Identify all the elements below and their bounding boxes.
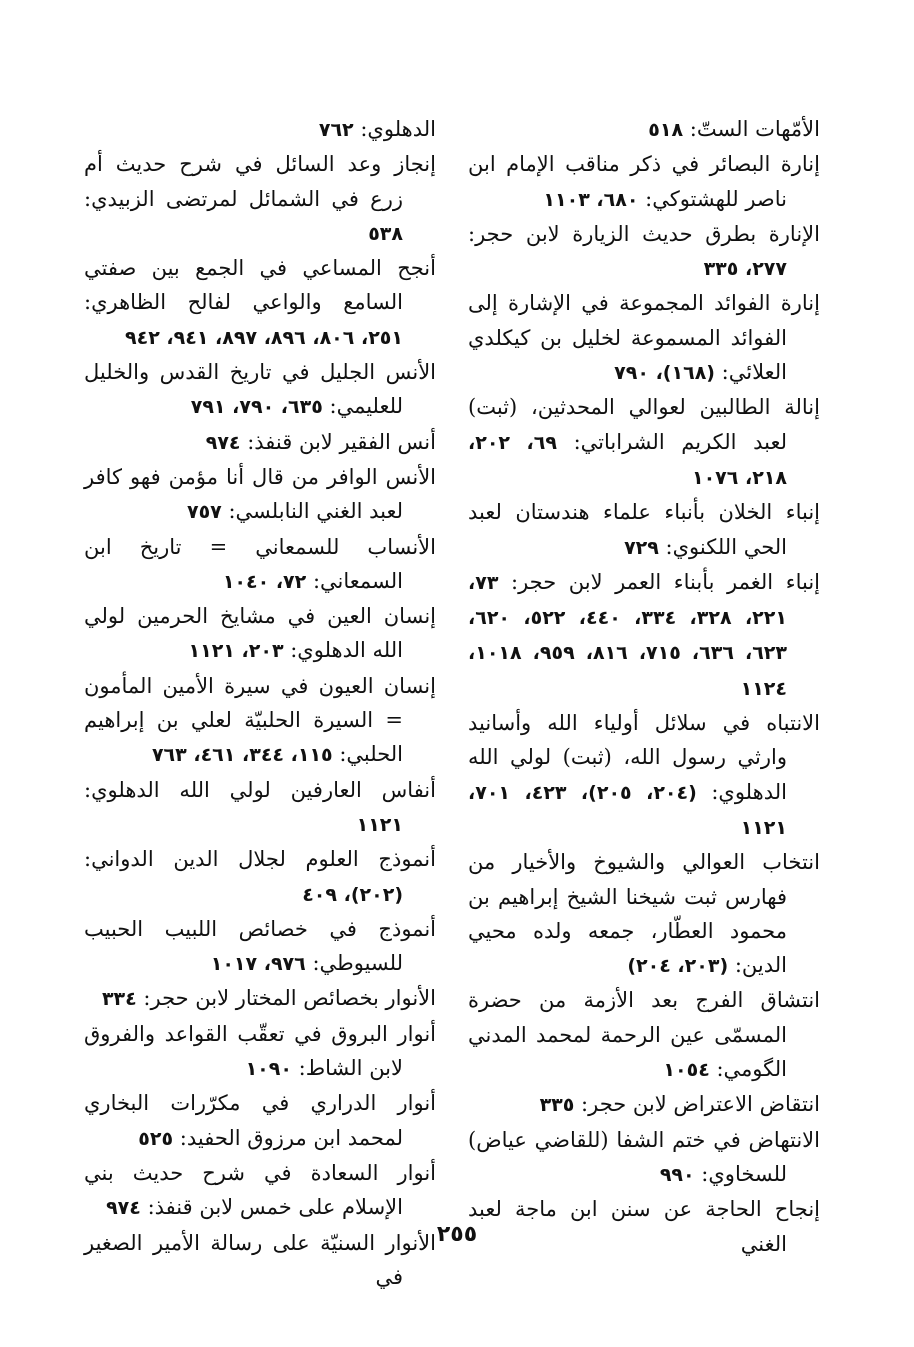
index-entry bbox=[468, 495, 820, 565]
index-entry bbox=[468, 565, 820, 706]
index-entry bbox=[468, 1123, 820, 1193]
index-entry bbox=[468, 390, 820, 495]
entry-page-refs: ٥٢٥ bbox=[138, 1127, 174, 1150]
page-number: ٢٥٥ bbox=[436, 1222, 478, 1247]
index-entry bbox=[84, 669, 436, 773]
index-entry bbox=[84, 1086, 436, 1156]
entry-page-refs: ٧٣، ٢٢١، ٣٢٨، ٣٣٤، ٤٤٠، ٥٢٢، ٦٢٠، ٦٢٣، ٦٣٦، ٧١٥، ٨١٦، ٩٥٩، ١٠١٨، ١١٢٤ bbox=[468, 571, 787, 700]
index-entry bbox=[468, 845, 820, 983]
index-entry bbox=[84, 112, 436, 147]
entry-title: الأنوار بخصائص المختار لابن حجر: bbox=[143, 986, 436, 1011]
index-entry bbox=[84, 842, 436, 912]
right-column bbox=[468, 112, 820, 1261]
entry-page-refs: ٦٨٠، ١١٠٣ bbox=[543, 188, 639, 211]
entry-page-refs: ٦٩، ٢٠٢، ٢١٨، ١٠٧٦ bbox=[468, 431, 787, 489]
index-entry bbox=[84, 460, 436, 530]
entry-title: الأنس الوافر من قال أنا مؤمن فهو كافر لعبد الغني النابلسي: bbox=[84, 464, 436, 524]
entry-title: إنارة الفوائد المجموعة في الإشارة إلى الفوائد المسموعة لخليل بن كيكلدي العلائي: bbox=[468, 291, 820, 385]
index-entry bbox=[84, 425, 436, 460]
entry-page-refs: ٣٣٥ bbox=[539, 1094, 575, 1117]
entry-page-refs: (٢٠٤، ٢٠٥)، ٤٢٣، ٧٠١، ١١٢١ bbox=[468, 781, 787, 839]
entry-title: إنجاح الحاجة عن سنن ابن ماجة لعبد الغني bbox=[468, 1197, 820, 1256]
index-entry bbox=[84, 912, 436, 982]
entry-title: إنارة البصائر في ذكر مناقب الإمام ابن ناصر للهشتوكي: bbox=[468, 152, 820, 211]
entry-title: الأنساب للسمعاني = تاريخ ابن السمعاني: bbox=[84, 534, 436, 593]
entry-title: الانتهاض في ختم الشفا (للقاضي عياض) للسخاوي: bbox=[468, 1127, 820, 1186]
entry-page-refs: ٩٩٠ bbox=[659, 1163, 695, 1186]
index-entry bbox=[468, 983, 820, 1087]
entry-page-refs: ٧٢، ١٠٤٠ bbox=[222, 570, 307, 593]
entry-page-refs: (١٦٨)، ٧٩٠ bbox=[614, 362, 715, 385]
entry-page-refs: ٩٧٦، ١٠١٧ bbox=[210, 953, 306, 976]
entry-title: إنسان العيون في سيرة الأمين المأمون = السيرة الحلبيّة لعلي بن إبراهيم الحلبي: bbox=[84, 673, 436, 767]
entry-page-refs: ٥٣٨ bbox=[368, 222, 403, 245]
entry-title: إنباء الغمر بأبناء العمر لابن حجر: bbox=[511, 569, 820, 594]
entry-page-refs: ١١٥، ٣٤٤، ٤٦١، ٧٦٣ bbox=[151, 744, 333, 767]
entry-title: أنوار الدراري في مكرّرات البخاري لمحمد ابن مرزوق الحفيد: bbox=[84, 1091, 436, 1150]
entry-page-refs: ١٠٩٠ bbox=[245, 1058, 292, 1081]
entry-title: أنجح المساعي في الجمع بين صفتي السامع والواعي لفالح الظاهري: bbox=[84, 256, 436, 315]
entry-title: الإنارة بطرق حديث الزيارة لابن حجر: bbox=[468, 221, 820, 246]
entry-page-refs: ٦٣٥، ٧٩٠، ٧٩١ bbox=[190, 396, 323, 419]
entry-page-refs: ٩٧٤ bbox=[106, 1197, 141, 1220]
entry-page-refs: ٥١٨ bbox=[648, 119, 684, 141]
entry-title: أنس الفقير لابن قنفذ: bbox=[247, 429, 436, 454]
entry-page-refs: ٧٢٩ bbox=[624, 536, 659, 559]
entry-title: إنسان العين في مشايخ الحرمين لولي الله الدهلوي: bbox=[84, 604, 436, 663]
entry-title: إنباء الخلان بأنباء علماء هندستان لعبد الحي اللكنوي: bbox=[468, 500, 820, 559]
index-entry bbox=[468, 112, 820, 147]
index-entry bbox=[468, 1087, 820, 1122]
entry-page-refs: ١٠٥٤ bbox=[663, 1059, 710, 1082]
index-entry bbox=[468, 286, 820, 390]
entry-page-refs: ٢٠٣، ١١٢١ bbox=[188, 640, 284, 663]
left-column bbox=[84, 112, 436, 1294]
index-entry bbox=[84, 251, 436, 355]
entry-title: الأنس الجليل في تاريخ القدس والخليل للعليمي: bbox=[84, 360, 436, 419]
entry-title: أنموذج في خصائص اللبيب الحبيب للسيوطي: bbox=[84, 916, 436, 976]
entry-title: أنوار السعادة في شرح حديث بني الإسلام على خمس لابن قنفذ: bbox=[84, 1160, 436, 1220]
entry-title: انتخاب العوالي والشيوخ والأخيار من فهارس ثبت شيخنا الشيخ إبراهيم بن محمود العطّار، جمعه ولده محيي الدين: bbox=[468, 850, 820, 978]
index-entry bbox=[84, 147, 436, 251]
entry-page-refs: ٩٧٤ bbox=[205, 431, 241, 454]
index-entry bbox=[84, 599, 436, 669]
entry-title: أنموذج العلوم لجلال الدين الدواني: bbox=[84, 847, 436, 872]
index-entry bbox=[84, 1156, 436, 1226]
entry-title: الأنوار السنيّة على رسالة الأمير الصغير في bbox=[84, 1230, 436, 1289]
entry-title: الانتباه في سلائل أولياء الله وأسانيد وارثي رسول الله، (ثبت) لولي الله الدهلوي: bbox=[468, 711, 820, 804]
entry-page-refs: (٢٠٢)، ٤٠٩ bbox=[302, 883, 403, 906]
index-entry bbox=[468, 217, 820, 287]
index-entry bbox=[84, 1017, 436, 1087]
entry-page-refs: ٢٧٧، ٣٣٥ bbox=[703, 258, 787, 281]
entry-title: أنفاس العارفين لولي الله الدهلوي: bbox=[84, 777, 436, 802]
index-entry bbox=[468, 706, 820, 845]
entry-title: الأمّهات الستّ: bbox=[689, 117, 820, 141]
index-entry bbox=[468, 147, 820, 217]
entry-title: الدهلوي: bbox=[360, 117, 436, 141]
entry-title: انتقاض الاعتراض لابن حجر: bbox=[581, 1092, 820, 1117]
index-entry bbox=[84, 773, 436, 843]
entry-page-refs: ٣٣٤ bbox=[101, 988, 137, 1011]
index-entry bbox=[84, 530, 436, 600]
entry-title: إنالة الطالبين لعوالي المحدثين، (ثبت) لعبد الكريم الشراباتي: bbox=[468, 395, 820, 454]
entry-title: إنجاز وعد السائل في شرح حديث أم زرع في الشمائل لمرتضى الزبيدي: bbox=[84, 152, 436, 211]
entry-page-refs: ٢٥١، ٨٠٦، ٨٩٦، ٨٩٧، ٩٤١، ٩٤٢ bbox=[125, 326, 403, 349]
entry-page-refs: ١١٢١ bbox=[356, 813, 403, 836]
entry-page-refs: ٧٦٢ bbox=[318, 119, 354, 141]
entry-page-refs: (٢٠٣، ٢٠٤) bbox=[627, 955, 729, 978]
index-entry bbox=[84, 981, 436, 1016]
entry-title: أنوار البروق في تعقّب القواعد والفروق لابن الشاط: bbox=[84, 1021, 436, 1081]
index-entry bbox=[84, 355, 436, 425]
entry-page-refs: ٧٥٧ bbox=[186, 501, 222, 524]
entry-title: انتشاق الفرج بعد الأزمة من حضرة المسمّى عين الرحمة لمحمد المدني الگومي: bbox=[468, 988, 820, 1082]
